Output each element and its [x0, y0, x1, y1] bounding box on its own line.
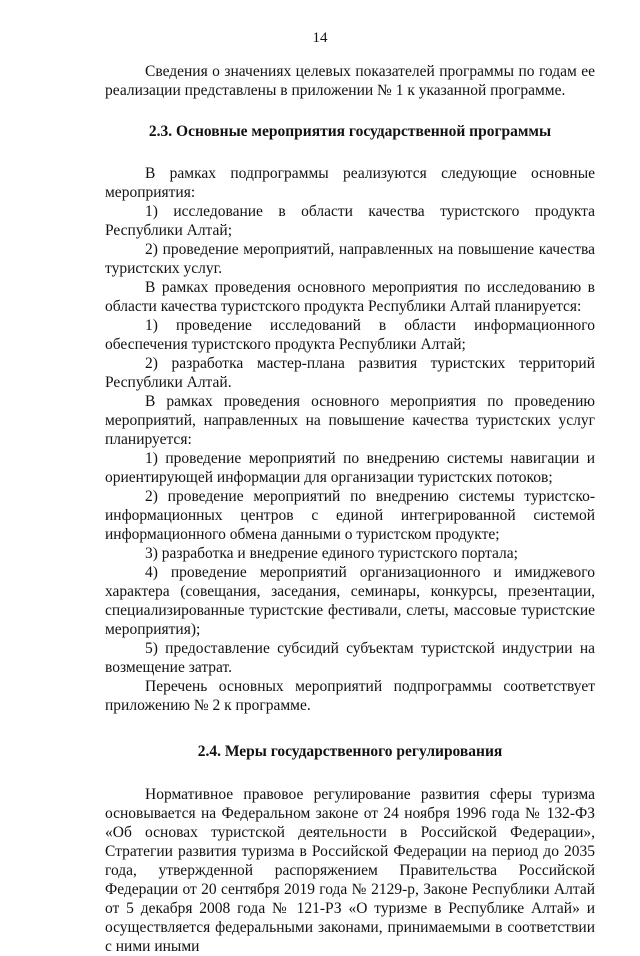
- list-item: 1) исследование в области качества туристского продукта Республики Алтай;: [105, 203, 595, 239]
- page-number: 14: [312, 30, 328, 46]
- list-item: 5) предоставление субсидий субъектам туристской индустрии на возмещение затрат.: [105, 640, 595, 676]
- list-item: 2) проведение мероприятий, направленных на повышение качества туристских услуг.: [105, 241, 595, 277]
- section-2-3-heading: 2.3. Основные мероприятия государственной программы: [148, 123, 552, 140]
- paragraph: Перечень основных мероприятий подпрограммы соответствует приложению № 2 к программе.: [105, 678, 595, 714]
- page-content: [105, 62, 595, 956]
- intro-paragraph: Сведения о значениях целевых показателей программы по годам ее реализации представлены в приложении № 1 к указанной программе.: [105, 63, 595, 99]
- list-item: 3) разработка и внедрение единого туристского портала;: [145, 545, 518, 562]
- list-item: 1) проведение исследований в области информационного обеспечения туристского продукта Республики Алтай;: [105, 317, 595, 353]
- section-2-3-body: [105, 164, 595, 715]
- paragraph: В рамках подпрограммы реализуются следующие основные мероприятия:: [105, 165, 595, 201]
- section-2-4-heading: 2.4. Меры государственного регулирования: [197, 743, 503, 760]
- paragraph: Нормативное правовое регулирование развития сферы туризма основывается на Федеральном законе от 24 ноября 1996 года № 132-ФЗ «Об основах туристской деятельности в Российской Федерации», Стратегии развития туризма в Российской Федерации на период до 2035 года, утвержденной распоряжением Правительства Российской Федерации от 20 сентября 2019 года № 2129-р, Законе Республики Алтай от 5 декабря 2008 года № 121-РЗ «О туризме в Республике Алтай» и осуществляется федеральными законами, принимаемыми в соответствии с ними иными: [105, 786, 595, 955]
- paragraph: В рамках проведения основного мероприятия по исследованию в области качества туристского продукта Республики Алтай планируется:: [105, 279, 595, 315]
- list-item: 2) проведение мероприятий по внедрению системы туристско-информационных центров с единой интегрированной системой информационного обмена данными о туристском продукте;: [105, 488, 595, 543]
- paragraph: В рамках проведения основного мероприятия по проведению мероприятий, направленных на повышение качества туристских услуг планируется:: [105, 393, 595, 448]
- list-item: 1) проведение мероприятий по внедрению системы навигации и ориентирующей информации для организации туристских потоков;: [105, 450, 595, 486]
- section-2-4-body: [105, 785, 595, 956]
- list-item: 2) разработка мастер-плана развития туристских территорий Республики Алтай.: [105, 355, 595, 391]
- list-item: 4) проведение мероприятий организационного и имиджевого характера (совещания, заседания, семинары, конкурсы, презентации, специализированные туристские фестивали, слеты, массовые туристские мероприятия);: [105, 564, 595, 638]
